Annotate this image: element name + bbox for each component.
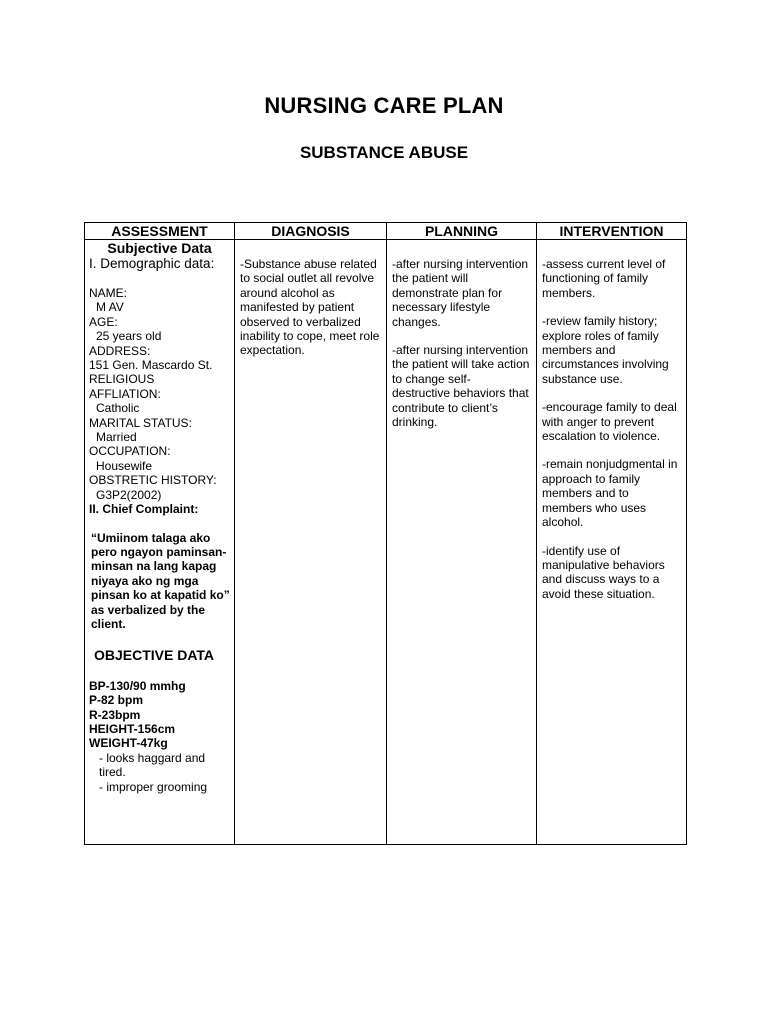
name-label: NAME: (89, 286, 128, 300)
age-label: AGE: (89, 314, 118, 329)
diagnosis-statement: -Substance abuse related to social outlet all revolve around alcohol as manifested by patient observed to verbalized inability to cope, meet role expectation. (240, 257, 380, 358)
demographic-heading: I. Demographic data: (89, 256, 215, 271)
subjective-data-heading: Subjective Data (107, 240, 212, 256)
marital-label: MARITAL STATUS: (89, 415, 192, 430)
content-row (85, 240, 687, 845)
planning-cell (387, 240, 537, 845)
obstetric-label: OBSTRETIC HISTORY: (89, 473, 217, 488)
marital-value: Married (96, 430, 137, 445)
objective-data-heading: OBJECTIVE DATA (94, 647, 215, 664)
name-value: M AV (96, 300, 124, 315)
care-plan-table (84, 222, 687, 845)
header-row (85, 223, 687, 240)
religion-label: RELIGIOUS (89, 372, 155, 387)
header-planning: PLANNING (387, 223, 537, 240)
vital-weight: WEIGHT-47kg (89, 736, 168, 751)
planning-goal-1: -after nursing intervention the patient will demonstrate plan for necessary lifestyle changes. (392, 257, 529, 329)
header-diagnosis: DIAGNOSIS (235, 223, 387, 240)
diagnosis-cell (235, 240, 387, 845)
occupation-value: Housewife (96, 458, 153, 473)
vital-bp: BP-130/90 mmhg (89, 678, 186, 693)
vital-pulse: P-82 bpm (89, 693, 144, 708)
page-subtitle: SUBSTANCE ABUSE (299, 143, 469, 162)
address-value: 151 Gen. Mascardo St. (89, 358, 213, 373)
intervention-3: -encourage family to deal with anger to prevent escalation to violence. (542, 400, 677, 444)
intervention-1: -assess current level of functioning of family members. (542, 257, 666, 300)
page-title: NURSING CARE PLAN (264, 93, 504, 118)
intervention-cell (537, 240, 687, 845)
chief-complaint-quote: “Umiinom talaga ako pero ngayon paminsan- minsan na lang kapag niyaya ako ng mga pinsan ko at kapatid ko” as verbalized by the client. (91, 530, 230, 631)
vital-respiration: R-23bpm (89, 707, 141, 722)
intervention-2: -review family history; explore roles of family members and circumstances involving substance use. (542, 314, 669, 386)
planning-goal-2: -after nursing intervention the patient will take action to change self- destructive behaviors that contribute to client’s drinking. (392, 343, 530, 430)
header-intervention: INTERVENTION (537, 223, 687, 240)
address-label: ADDRESS: (89, 343, 151, 358)
observation-grooming: - improper grooming (99, 779, 208, 794)
religion-label-cont: AFFLIATION: (89, 386, 161, 401)
vital-height: HEIGHT-156cm (89, 721, 176, 736)
intervention-5: -identify use of manipulative behaviors and discuss ways to a avoid these situation. (542, 543, 665, 601)
obstetric-value: G3P2(2002) (96, 487, 162, 502)
assessment-cell (85, 240, 235, 845)
intervention-4: -remain nonjudgmental in approach to family members and to members who uses alcohol. (542, 457, 678, 530)
occupation-label: OCCUPATION: (89, 444, 171, 459)
chief-complaint-heading: II. Chief Complaint: (89, 502, 199, 517)
observation-haggard: - looks haggard and tired. (99, 750, 206, 780)
age-value: 25 years old (96, 329, 162, 344)
religion-value: Catholic (96, 401, 140, 416)
header-assessment: ASSESSMENT (85, 223, 235, 240)
